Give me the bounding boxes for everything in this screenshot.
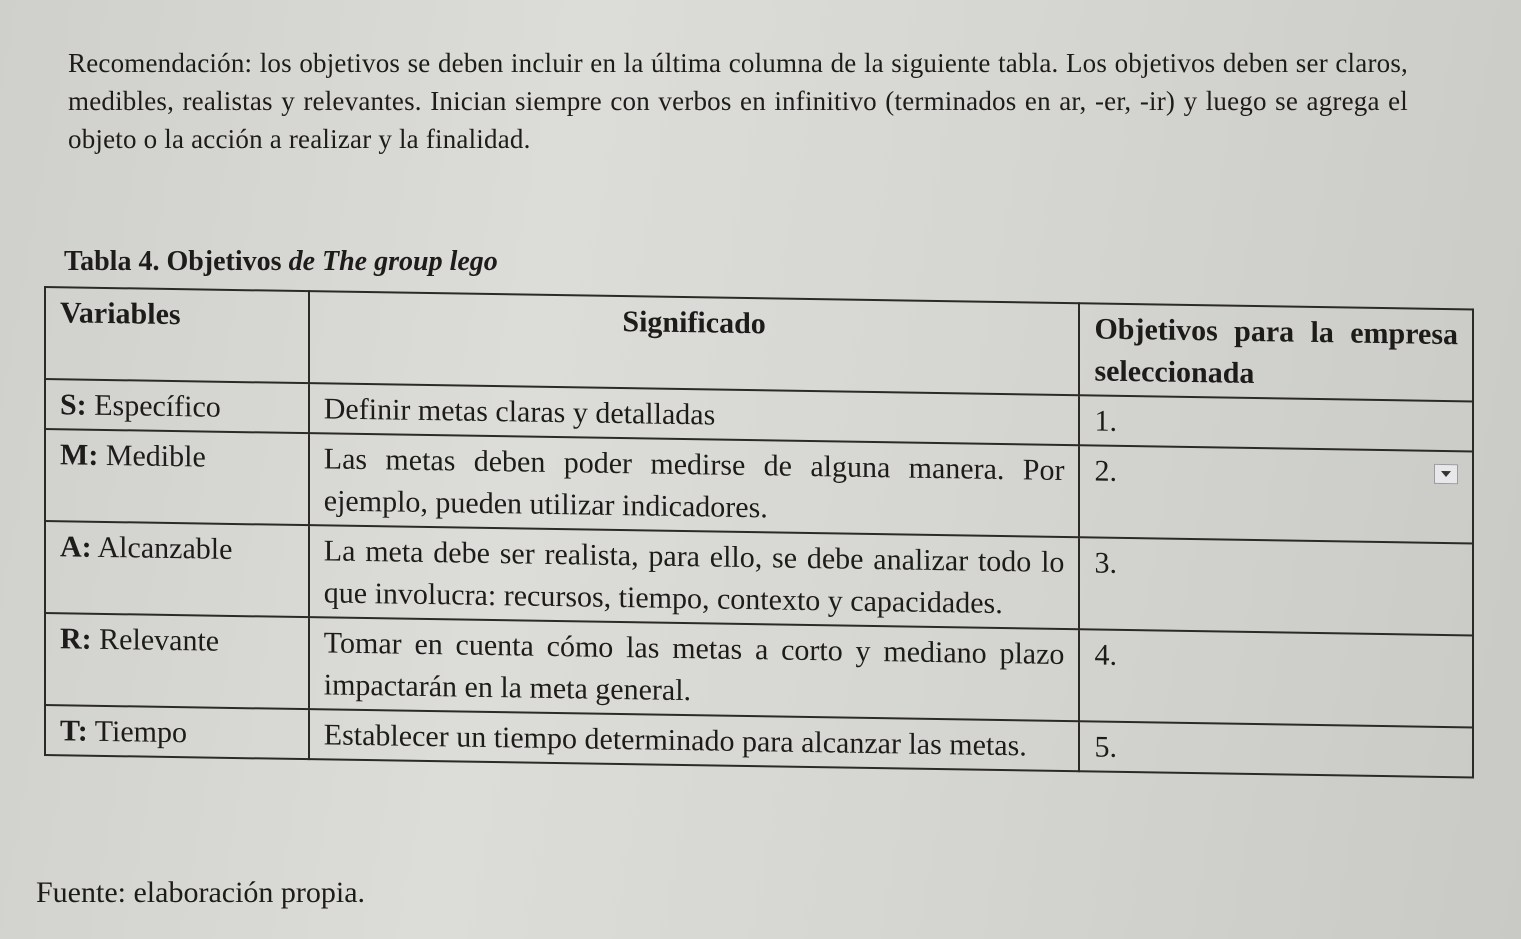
meaning-cell: La meta debe ser realista, para ello, se debe analizar todo lo que involucra: recursos, tiempo, contexto y capacidades. xyxy=(309,525,1080,629)
variable-cell xyxy=(45,705,309,759)
objective-number: 2. xyxy=(1094,454,1117,488)
variable-name: Tiempo xyxy=(87,714,187,750)
objective-number: 3. xyxy=(1094,546,1117,580)
dropdown-arrow-icon[interactable] xyxy=(1434,464,1458,484)
variable-letter: A: xyxy=(60,530,92,564)
objective-cell[interactable] xyxy=(1079,537,1473,635)
meaning-cell: Establecer un tiempo determinado para alcanzar las metas. xyxy=(309,709,1080,771)
header-significado: Significado xyxy=(309,291,1080,395)
variable-cell xyxy=(45,379,309,433)
variable-cell xyxy=(45,613,309,709)
variable-letter: M: xyxy=(60,438,99,472)
variable-cell xyxy=(45,521,309,617)
table-caption xyxy=(64,246,498,278)
meaning-cell: Tomar en cuenta cómo las metas a corto y mediano plazo impactarán en la meta general. xyxy=(309,617,1080,721)
header-variables: Variables xyxy=(45,287,309,383)
smart-objectives-table xyxy=(44,286,1474,778)
objective-cell[interactable] xyxy=(1079,445,1473,543)
source-note: Fuente: elaboración propia. xyxy=(36,876,366,909)
meaning-cell: Las metas deben poder medirse de alguna manera. Por ejemplo, pueden utilizar indicadores. xyxy=(309,433,1080,537)
caption-bold: Tabla 4. Objetivos xyxy=(64,246,282,277)
intro-paragraph: Recomendación: los objetivos se deben incluir en la última columna de la siguiente tabla. Los objetivos deben ser claros, medibles, realistas y relevantes. Inician siempre con verbos en infinitivo (terminados en ar, -er, -ir) y luego se agrega el objeto o la acción a realizar y la finalidad. xyxy=(68,48,1408,154)
variable-name: Específico xyxy=(86,388,221,424)
variable-name: Medible xyxy=(98,438,206,474)
objective-number: 4. xyxy=(1094,638,1117,672)
variable-name: Alcanzable xyxy=(91,530,233,566)
variable-letter: R: xyxy=(60,622,92,656)
variable-name: Relevante xyxy=(91,622,220,658)
meaning-cell: Definir metas claras y detalladas xyxy=(309,383,1080,445)
header-objetivos: Objetivos para la empresa seleccionada xyxy=(1079,303,1473,401)
objective-cell[interactable] xyxy=(1079,629,1473,727)
objective-number: 1. xyxy=(1094,404,1117,438)
objective-cell[interactable] xyxy=(1079,721,1473,777)
variable-letter: S: xyxy=(60,388,87,422)
objective-cell[interactable] xyxy=(1079,395,1473,451)
caption-italic: de The group lego xyxy=(281,246,498,277)
objective-number: 5. xyxy=(1094,730,1117,764)
smart-table-container xyxy=(44,286,1474,778)
variable-cell xyxy=(45,429,309,525)
variable-letter: T: xyxy=(60,714,88,748)
